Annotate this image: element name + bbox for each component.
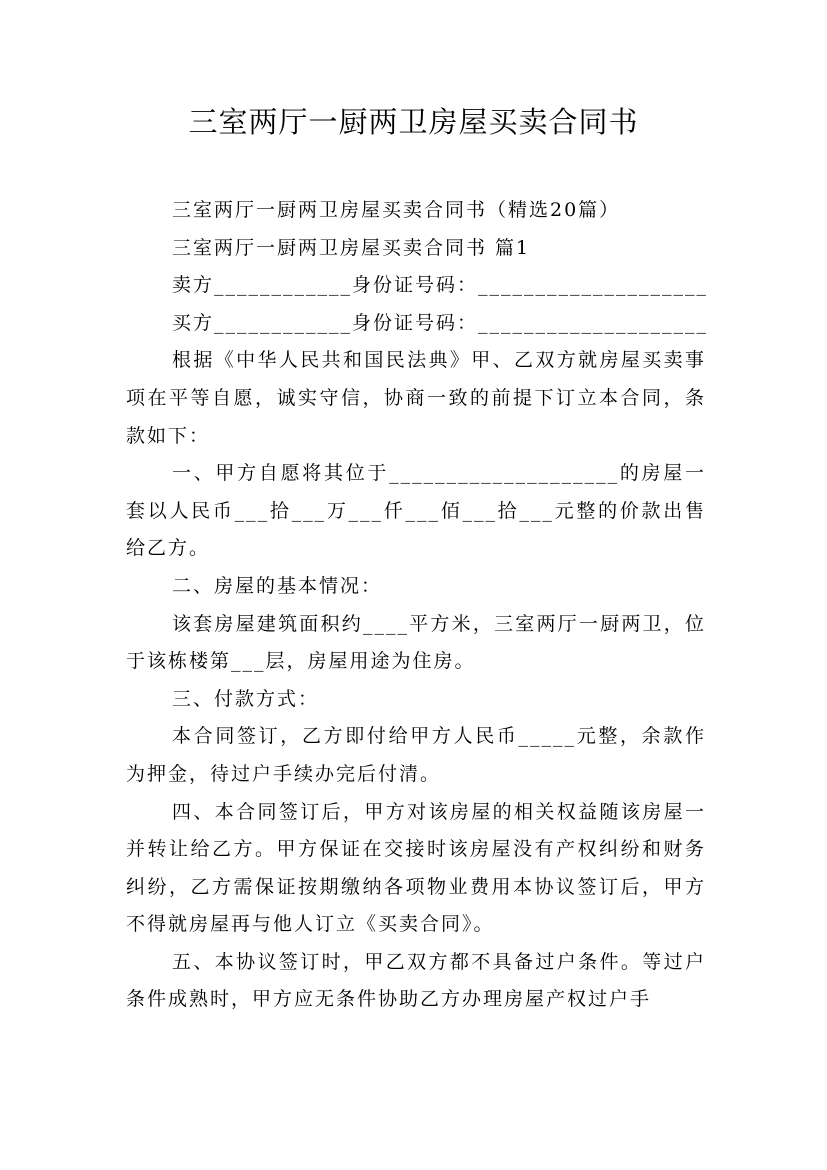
seller-line: 卖方____________身份证号码：____________________ — [172, 274, 709, 297]
document-subtitle: 三室两厅一厨两卫房屋买卖合同书（精选20篇） — [172, 199, 621, 221]
paragraph-clause-1: 一、甲方自愿将其位于____________________的房屋一套以人民币___拾___万___仟___佰___拾___元整的价款出售给乙方。 — [126, 462, 706, 560]
paragraph-clause-4: 四、本合同签订后，甲方对该房屋的相关权益随该房屋一并转让给乙方。甲方保证在交接时该房屋没有产权纠纷和财务纠纷，乙方需保证按期缴纳各项物业费用本协议签订后，甲方不得就房屋再与他人订立《买卖合同》。 — [126, 800, 706, 936]
paragraph-payment: 本合同签订，乙方即付给甲方人民币_____元整，余款作为押金，待过户手续办完后付清。 — [126, 725, 706, 785]
paragraph-clause-2-heading: 二、房屋的基本情况： — [172, 574, 383, 597]
paragraph-preamble: 根据《中华人民共和国民法典》甲、乙双方就房屋买卖事项在平等自愿，诚实守信，协商一致的前提下订立本合同，条款如下： — [126, 349, 706, 447]
section-heading: 三室两厅一厨两卫房屋买卖合同书 篇1 — [172, 236, 531, 259]
paragraph-house-info: 该套房屋建筑面积约____平方米，三室两厅一厨两卫，位于该栋楼第___层，房屋用途为住房。 — [126, 612, 706, 673]
paragraph-clause-3-heading: 三、付款方式： — [172, 687, 320, 710]
document-body — [126, 192, 709, 1019]
buyer-line: 买方____________身份证号码：____________________ — [172, 311, 709, 334]
paragraph-clause-5: 五、本协议签订时，甲乙双方都不具备过户条件。等过户条件成熟时，甲方应无条件协助乙方办理房屋产权过户手 — [126, 950, 706, 1011]
document-title: 三室两厅一厨两卫房屋买卖合同书 — [188, 105, 639, 139]
